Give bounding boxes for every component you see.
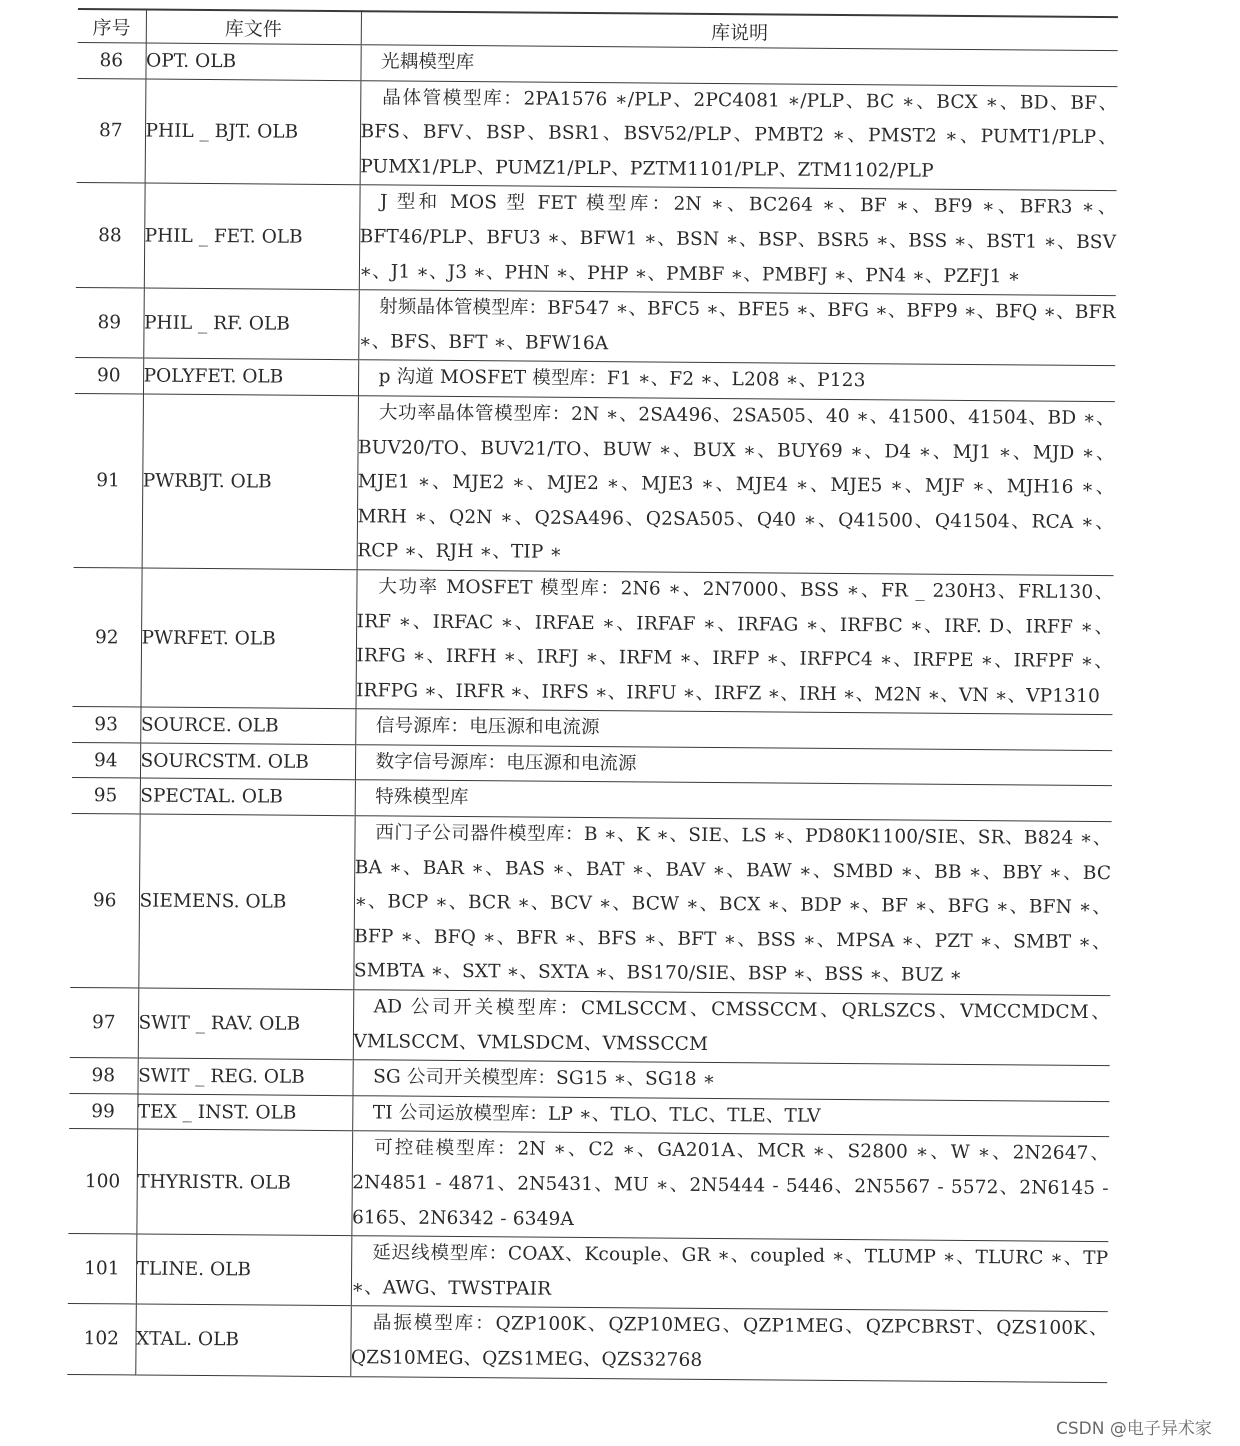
row-desc xyxy=(355,709,1112,751)
row-desc-text: 大功率晶体管模型库：2N ∗、2SA496、2SA505、40 ∗、41500、41504、BD ∗、BUV20/TO、BUV21/TO、BUW ∗、BUX ∗、BUY69 ∗、D4 ∗、MJ1 ∗、MJD ∗、MJE1 ∗、MJE2 ∗、MJE2 ∗、MJE3 ∗、MJE4 ∗、MJE5 ∗、MJF ∗、MJH16 ∗、MRH ∗、Q2N ∗、Q2SA496、Q2SA505、Q40 ∗、Q41500、Q41504、RCA ∗、RCP ∗、RJH ∗、TIP ∗ xyxy=(357,402,1115,564)
row-desc-text: 信号源库：电压源和电流源 xyxy=(375,715,600,739)
row-file: PWRBJT. OLB xyxy=(142,394,358,570)
table-row xyxy=(70,988,1111,1066)
table-row xyxy=(76,183,1117,296)
row-file: SIEMENS. OLB xyxy=(138,814,354,990)
row-desc xyxy=(359,185,1117,296)
table-row xyxy=(75,288,1116,366)
row-num: 91 xyxy=(74,393,143,567)
row-file: SWIT _ RAV. OLB xyxy=(138,988,354,1060)
row-file: PHIL _ BJT. OLB xyxy=(145,79,361,185)
row-desc-text: 延迟线模型库：COAX、Kcouple、GR ∗、coupled ∗、TLUMP ∗、TLURC ∗、TP ∗、AWG、TWSTPAIR xyxy=(351,1242,1109,1300)
row-num: 86 xyxy=(77,42,145,78)
table-row xyxy=(74,393,1115,575)
row-desc-text: AD 公司开关模型库：CMLSCCM、CMSSCCM、QRLSZCS、VMCCMDCM、VMLSCCM、VMLSDCM、VMSSCCM xyxy=(353,996,1111,1055)
header-desc: 库说明 xyxy=(361,11,1118,50)
table-row xyxy=(68,1234,1109,1312)
watermark: CSDN @电子异术家 xyxy=(1052,1414,1216,1439)
row-desc xyxy=(351,1236,1109,1312)
row-num: 87 xyxy=(77,78,146,183)
row-desc-text: J 型和 MOS 型 FET 模型库：2N ∗、BC264 ∗、BF ∗、BF9 ∗、BFR3 ∗、BFT46/PLP、BFU3 ∗、BFW1 ∗、BSN ∗、BSP、BSR5 ∗、BSS ∗、BST1 ∗、BSV ∗、J1 ∗、J3 ∗、PHN ∗、PHP ∗、PMBF ∗、PMBFJ ∗、PN4 ∗、PZFJ1 ∗ xyxy=(359,191,1117,287)
row-desc-text: 光耦模型库 xyxy=(381,51,475,74)
row-num: 100 xyxy=(68,1129,137,1234)
row-desc xyxy=(360,80,1118,191)
library-table xyxy=(67,8,1118,1383)
row-file: PHIL _ FET. OLB xyxy=(144,183,360,289)
row-desc xyxy=(352,1096,1109,1138)
table-row xyxy=(68,1129,1109,1242)
row-num: 99 xyxy=(69,1093,137,1129)
row-file: XTAL. OLB xyxy=(135,1304,351,1376)
row-desc-text: 可控硅模型库：2N ∗、C2 ∗、GA201A、MCR ∗、S2800 ∗、W ∗、2N2647、2N4851 - 4871、2N5431、MU ∗、2N5444 - 5446、2N5567 - 5572、2N6145 - 6165、2N6342 - 6349A xyxy=(351,1137,1110,1230)
row-desc-text: TI 公司运放模型库：LP ∗、TLO、TLC、TLE、TLV xyxy=(372,1102,821,1127)
row-file: THYRISTR. OLB xyxy=(136,1129,352,1235)
row-desc-text: 晶振模型库：QZP100K、QZP10MEG、QZP1MEG、QZPCBRST、QZS100K、QZS10MEG、QZS1MEG、QZS32768 xyxy=(350,1312,1108,1371)
row-file: TLINE. OLB xyxy=(136,1234,352,1306)
table-row xyxy=(70,814,1111,996)
row-desc xyxy=(360,45,1117,87)
row-num: 94 xyxy=(72,742,140,778)
row-num: 92 xyxy=(73,567,142,707)
row-desc xyxy=(353,990,1111,1066)
row-desc xyxy=(350,1306,1108,1382)
row-file: TEX _ INST. OLB xyxy=(137,1094,352,1131)
row-file: PWRFET. OLB xyxy=(141,568,357,709)
row-desc xyxy=(352,1060,1109,1102)
row-file: SPECTAL. OLB xyxy=(140,778,355,815)
row-file: SOURCSTM. OLB xyxy=(140,743,355,780)
row-file: SWIT _ REG. OLB xyxy=(137,1058,352,1095)
row-num: 88 xyxy=(76,183,145,288)
row-desc-text: 数字信号源库：电压源和电流源 xyxy=(375,751,637,775)
document-page xyxy=(67,8,1128,1383)
row-num: 98 xyxy=(69,1058,137,1094)
header-file: 库文件 xyxy=(146,10,361,45)
table-row xyxy=(77,78,1118,191)
row-desc xyxy=(351,1131,1109,1242)
row-desc xyxy=(353,816,1111,996)
row-num: 95 xyxy=(72,778,140,814)
table-row xyxy=(67,1304,1108,1382)
row-desc xyxy=(358,360,1115,402)
row-num: 93 xyxy=(72,707,140,743)
row-file: PHIL _ RF. OLB xyxy=(143,288,359,360)
row-desc-text: p 沟道 MOSFET 模型库：F1 ∗、F2 ∗、L208 ∗、P123 xyxy=(378,366,866,392)
row-desc-text: 西门子公司器件模型库：B ∗、K ∗、SIE、LS ∗、PD80K1100/SIE、SR、B824 ∗、BA ∗、BAR ∗、BAS ∗、BAT ∗、BAV ∗、BAW ∗、SMBD ∗、BB ∗、BBY ∗、BC ∗、BCP ∗、BCR ∗、BCV ∗、BCW ∗、BCX ∗、BDP ∗、BF ∗、BFG ∗、BFN ∗、BFP ∗、BFQ ∗、BFR ∗、BFS ∗、BFT ∗、BSS ∗、MPSA ∗、PZT ∗、SMBT ∗、SMBTA ∗、SXT ∗、SXTA ∗、BS170/SIE、BSP ∗、BSS ∗、BUZ ∗ xyxy=(353,822,1112,987)
row-desc xyxy=(356,570,1114,715)
row-desc-text: 晶体管模型库：2PA1576 ∗/PLP、2PC4081 ∗/PLP、BC ∗、BCX ∗、BD、BF、BFS、BFV、BSP、BSR1、BSV52/PLP、PMBT2 ∗、PMST2 ∗、PUMT1/PLP、PUMX1/PLP、PUMZ1/PLP、PZTM1101/PLP、ZTM1102/PLP xyxy=(360,86,1118,182)
row-file: OPT. OLB xyxy=(145,43,360,80)
row-desc-text: 大功率 MOSFET 模型库：2N6 ∗、2N7000、BSS ∗、FR _ 230H3、FRL130、IRF ∗、IRFAC ∗、IRFAE ∗、IRFAF ∗、IRFAG ∗、IRFBC ∗、IRF. D、IRFF ∗、IRFG ∗、IRFH ∗、IRFJ ∗、IRFM ∗、IRFP ∗、IRFPC4 ∗、IRFPE ∗、IRFPF ∗、IRFPG ∗、IRFR ∗、IRFS ∗、IRFU ∗、IRFZ ∗、IRH ∗、M2N ∗、VN ∗、VP1310 xyxy=(356,576,1114,707)
row-desc xyxy=(358,290,1116,366)
row-num: 97 xyxy=(70,988,139,1059)
row-desc xyxy=(355,745,1112,787)
row-num: 101 xyxy=(68,1234,137,1305)
row-desc-text: 特殊模型库 xyxy=(375,786,469,809)
row-num: 90 xyxy=(75,358,143,394)
row-file: SOURCE. OLB xyxy=(140,707,355,744)
row-num: 102 xyxy=(67,1304,136,1375)
row-num: 96 xyxy=(70,814,139,988)
row-desc-text: SG 公司开关模型库：SG15 ∗、SG18 ∗ xyxy=(373,1066,716,1091)
row-desc xyxy=(357,396,1115,576)
header-num: 序号 xyxy=(78,9,146,43)
row-desc-text: 射频晶体管模型库：BF547 ∗、BFC5 ∗、BFE5 ∗、BFG ∗、BFP9 ∗、BFQ ∗、BFR ∗、BFS、BFT ∗、BFW16A xyxy=(358,296,1116,354)
row-file: POLYFET. OLB xyxy=(143,358,358,395)
row-desc xyxy=(355,780,1112,822)
row-num: 89 xyxy=(75,288,144,359)
table-row xyxy=(73,567,1114,715)
